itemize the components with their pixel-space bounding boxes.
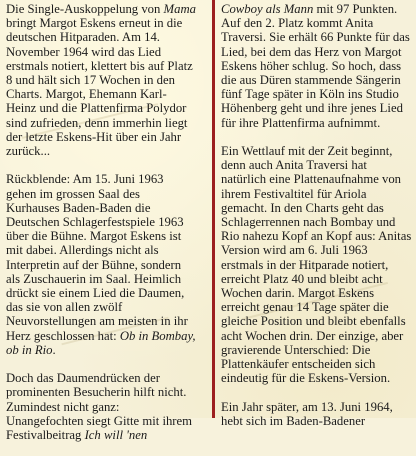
right-paragraph-1 [221, 2, 413, 130]
right-paragraph-2: Ein Wettlauf mit der Zeit beginnt, denn auch Anita Traversi hat natürlich eine Plattenaufnahme von ihrem Festivaltitel für Ariola gemacht. In den Charts geht das Schlagerrennen nach Bombay und Rio nahezu Kopf an Kopf aus: Anitas Version wird am 6. Juli 1963 erstmals in der Hitparade notiert, erreicht Platz 40 und bleibt acht Wochen darin. Margot Eskens erreicht genau 14 Tage später die gleiche Position und bleibt ebenfalls acht Wochen drin. Der einzige, aber gravierende Unterschied: Die Plattenkäufer entscheiden sich eindeutig für die Eskens-Version. [221, 144, 412, 386]
right-column [221, 0, 413, 442]
left-paragraph-1 [6, 2, 196, 158]
text-run: mit 97 Punkten. Auf den 2. Platz kommt Anita Traversi. Sie erhält 66 Punkte für das Lied, bei dem das Herz von Margot Eskens höher schlug. So hoch, dass die aus Düren stammende Sängerin fünf Tage später in Köln ins Studio Höhenberg geht und ihre jenes Lied für ihre Plattenfirma aufnimmt. [221, 2, 410, 130]
text-run: bringt Margot Eskens erneut in die deutschen Hitparaden. Am 14. November 1964 wird das Lied erstmals notiert, klettert bis auf Platz 8 und hält sich 17 Wochen in den Charts. Margot, Ehemann Karl-Heinz und die Plattenfirma Polydor sind zufrieden, denn immerhin liegt der letzte Eskens-Hit über ein Jahr zurück... [6, 16, 193, 159]
left-paragraph-2 [6, 172, 196, 357]
text-run: Doch das Daumendrücken der prominenten Besucherin hilft nicht. Zumindest nicht ganz: Unangefochten siegt Gitte mit ihrem Festivalbeitrag [6, 371, 193, 443]
column-divider [212, 0, 215, 418]
text-run: . [52, 342, 56, 357]
song-title: Ich will 'nen [84, 428, 148, 443]
left-paragraph-3 [6, 371, 196, 442]
song-title: Cowboy als Mann [221, 2, 314, 16]
text-run: Rückblende: Am 15. Juni 1963 gehen im grossen Saal des Kurhauses Baden-Baden die Deutschen Schlagerfestspiele 1963 über die Bühne. Margot Eskens ist mit dabei. Allerdings nicht als Interpretin auf der Bühne, sondern als Zuschauerin im Saal. Heimlich drückt sie einem Lied die Daumen, das sie von allen zwölf Neuvorstellungen am meisten in ihr Herz geschlossen hat: [6, 172, 188, 343]
left-column [6, 0, 196, 456]
right-paragraph-3: Ein Jahr später, am 13. Juni 1964, hebt sich im Baden-Badener [221, 399, 393, 428]
song-title: Mama [163, 2, 196, 16]
text-run: Die Single-Auskoppelung von [6, 2, 164, 16]
song-title: Ob in Bombay, ob in Rio [6, 328, 196, 357]
